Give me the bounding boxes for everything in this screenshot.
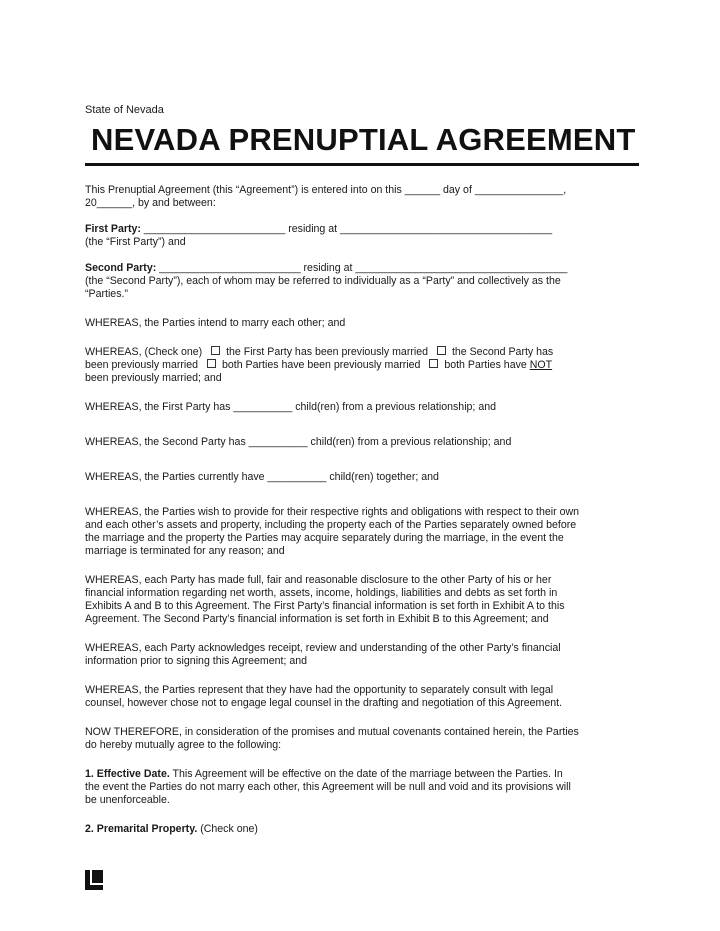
option-neither-married-a: both Parties have (444, 359, 527, 371)
first-party-line-2: (the “First Party”) and (85, 236, 186, 248)
whereas-ack-paragraph (85, 642, 637, 668)
section-1-line-2: the event the Parties do not marry each other, this Agreement will be null and void and its provisions will (85, 781, 571, 793)
whereas-disclosure-line-1: WHEREAS, each Party has made full, fair and reasonable disclosure to the other Party of his or her (85, 574, 552, 586)
second-party-paragraph (85, 262, 637, 301)
option-both-married: both Parties have been previously married (221, 359, 421, 371)
first-party-label: First Party: (85, 223, 141, 235)
whereas-disclosure-line-3: Exhibits A and B to this Agreement. The First Party’s financial information is set forth in Exhibit A to this (85, 600, 565, 612)
second-party-fields: ________________________ residing at ____________________________________ (156, 262, 568, 274)
whereas-check-lead: WHEREAS, (Check one) (85, 346, 203, 358)
whereas-provide-line-2: and each other’s assets and property, including the property each of the Parties separately owned before (85, 519, 577, 531)
whereas-children-together: WHEREAS, the Parties currently have __________ child(ren) together; and (85, 471, 439, 483)
whereas-provide-line-4: marriage is terminated for any reason; and (85, 545, 285, 557)
whereas-counsel-line-1: WHEREAS, the Parties represent that they have had the opportunity to separately consult with legal (85, 684, 554, 696)
whereas-provide-paragraph (85, 506, 637, 558)
legal-templates-logo-icon (85, 870, 103, 890)
checkbox-second-party-married[interactable] (437, 346, 446, 355)
now-therefore-line-1: NOW THEREFORE, in consideration of the promises and mutual covenants contained herein, the Parties (85, 726, 579, 738)
option-second-party-married-b: been previously married (85, 359, 199, 371)
whereas-check-paragraph (85, 346, 637, 385)
agreement-body (85, 184, 637, 852)
whereas-provide-line-3: the marriage and the property the Parties may acquire separately during the marriage, in the event the (85, 532, 564, 544)
whereas-ack-line-1: WHEREAS, each Party acknowledges receipt, review and understanding of the other Party’s financial (85, 642, 561, 654)
section-1-heading: 1. Effective Date. (85, 768, 170, 780)
section-2-premarital-property (85, 823, 637, 836)
section-2-heading: 2. Premarital Property. (85, 823, 198, 835)
state-label: State of Nevada (85, 104, 164, 116)
option-second-party-married-a: the Second Party has (451, 346, 554, 358)
now-therefore-line-2: do hereby mutually agree to the following: (85, 739, 282, 751)
option-neither-married-not: NOT (529, 359, 553, 371)
second-party-line-2: (the “Second Party”), each of whom may be referred to individually as a “Party” and collectively as the (85, 275, 561, 287)
title-divider (85, 163, 639, 166)
checkbox-both-married[interactable] (207, 359, 216, 368)
section-1-line-1: This Agreement will be effective on the date of the marriage between the Parties. In (169, 768, 563, 780)
option-first-party-married: the First Party has been previously married (226, 346, 429, 358)
intro-paragraph (85, 184, 637, 210)
intro-line-1: This Prenuptial Agreement (this “Agreement”) is entered into on this ______ day of _______________, (85, 184, 567, 196)
whereas-ack-line-2: information prior to signing this Agreement; and (85, 655, 308, 667)
whereas-marry: WHEREAS, the Parties intend to marry each other; and (85, 317, 346, 329)
whereas-counsel-paragraph (85, 684, 637, 710)
now-therefore-paragraph (85, 726, 637, 752)
whereas-provide-line-1: WHEREAS, the Parties wish to provide for their respective rights and obligations with respect to their own (85, 506, 580, 518)
second-party-label: Second Party: (85, 262, 157, 274)
document-title: NEVADA PRENUPTIAL AGREEMENT (91, 122, 636, 157)
intro-line-2: 20______, by and between: (85, 197, 216, 209)
whereas-counsel-line-2: counsel, however chose not to engage legal counsel in the drafting and negotiation of this Agreement. (85, 697, 563, 709)
first-party-paragraph (85, 223, 637, 249)
whereas-disclosure-line-2: financial information regarding net worth, assets, income, holdings, liabilities and debts as set forth in (85, 587, 558, 599)
first-party-fields: ________________________ residing at ____________________________________ (140, 223, 553, 235)
whereas-second-children: WHEREAS, the Second Party has __________ child(ren) from a previous relationship; and (85, 436, 512, 448)
second-party-line-3: “Parties.” (85, 288, 128, 300)
checkbox-neither-married[interactable] (429, 359, 438, 368)
option-neither-married-b: been previously married; and (85, 372, 222, 384)
section-2-rest: (Check one) (197, 823, 258, 835)
whereas-first-children: WHEREAS, the First Party has __________ child(ren) from a previous relationship; and (85, 401, 496, 413)
checkbox-first-party-married[interactable] (211, 346, 220, 355)
section-1-line-3: be unenforceable. (85, 794, 170, 806)
section-1-effective-date (85, 768, 637, 807)
whereas-disclosure-paragraph (85, 574, 637, 626)
whereas-disclosure-line-4: Agreement. The Second Party’s financial information is set forth in Exhibit B to this Agreement; and (85, 613, 549, 625)
